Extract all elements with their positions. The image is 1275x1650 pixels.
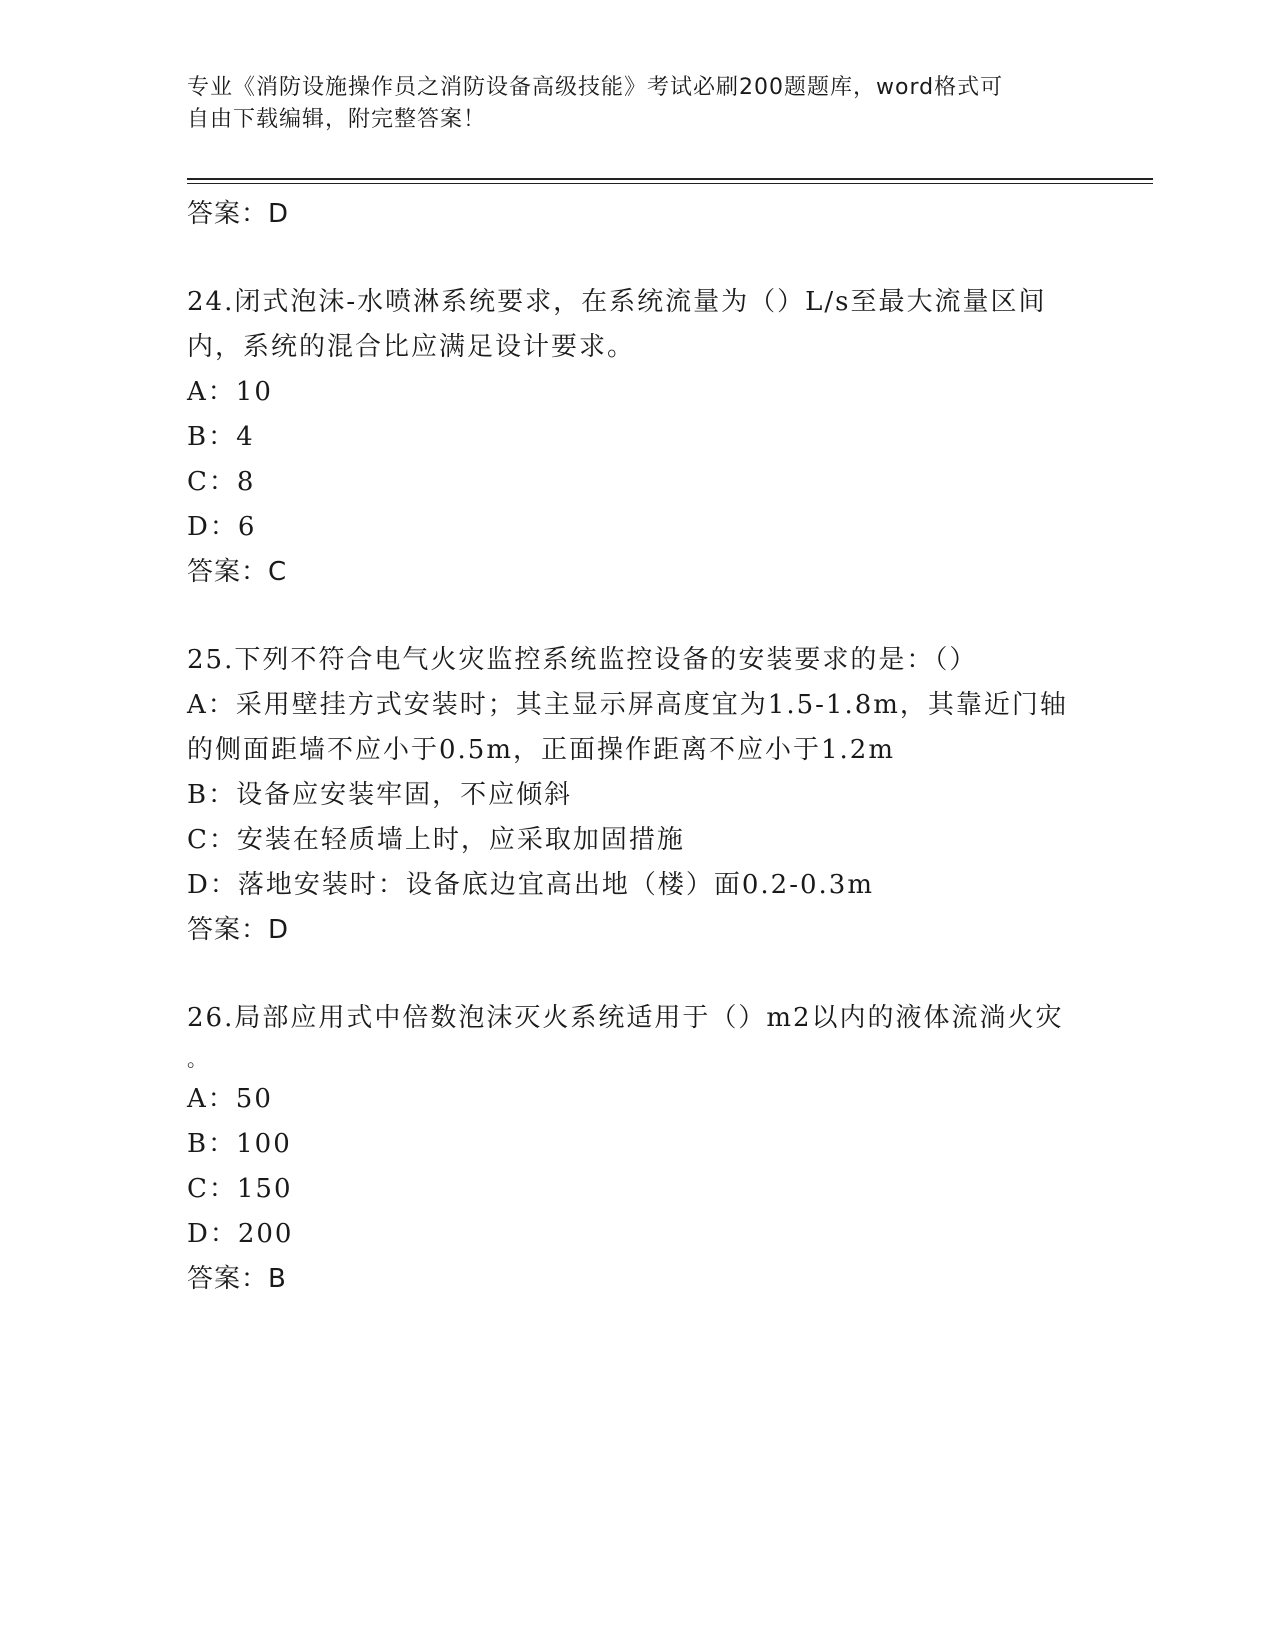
header-divider-thin (187, 183, 1153, 184)
answer-line: 答案：C (187, 557, 288, 587)
question-text: 26.局部应用式中倍数泡沫灭火系统适用于（）m2以内的液体流淌火灾 (187, 1003, 1064, 1033)
option-line: 的侧面距墙不应小于0.5m，正面操作距离不应小于1.2m (187, 735, 896, 765)
question-text: 24.闭式泡沫-水喷淋系统要求，在系统流量为（）L/s至最大流量区间 (187, 287, 1047, 317)
header-line: 自由下载编辑，附完整答案！ (187, 107, 487, 132)
question-text: 25.下列不符合电气火灾监控系统监控设备的安装要求的是：（） (187, 645, 978, 675)
option-line: C：8 (187, 467, 256, 497)
question-list (187, 192, 1087, 1302)
page-header (187, 72, 1087, 136)
option-line: C：150 (187, 1174, 293, 1204)
option-line: B：100 (187, 1129, 292, 1159)
option-line: D：落地安装时：设备底边宜高出地（楼）面0.2-0.3m (187, 870, 874, 900)
option-line: D：6 (187, 512, 257, 542)
option-line: A：采用壁挂方式安装时；其主显示屏高度宜为1.5-1.8m，其靠近门轴 (187, 690, 1068, 720)
answer-line: 答案：B (187, 1264, 287, 1294)
option-line: B：4 (187, 422, 255, 452)
option-line: C：安装在轻质墙上时，应采取加固措施 (187, 825, 685, 855)
option-line: B：设备应安装牢固，不应倾斜 (187, 780, 573, 810)
option-line: A：50 (187, 1084, 273, 1114)
answer-line: 答案：D (187, 915, 290, 945)
question-block (187, 280, 1087, 595)
header-line: 专业《消防设施操作员之消防设备高级技能》考试必刷200题题库，word格式可 (187, 75, 1004, 100)
option-line: A：10 (187, 377, 273, 407)
option-line: D：200 (187, 1219, 294, 1249)
question-block (187, 638, 1087, 953)
header-divider (187, 178, 1153, 180)
question-block (187, 996, 1087, 1302)
question-text: 内，系统的混合比应满足设计要求。 (187, 332, 636, 362)
question-text: 。 (187, 1047, 209, 1071)
answer-line: 答案：D (187, 199, 290, 229)
